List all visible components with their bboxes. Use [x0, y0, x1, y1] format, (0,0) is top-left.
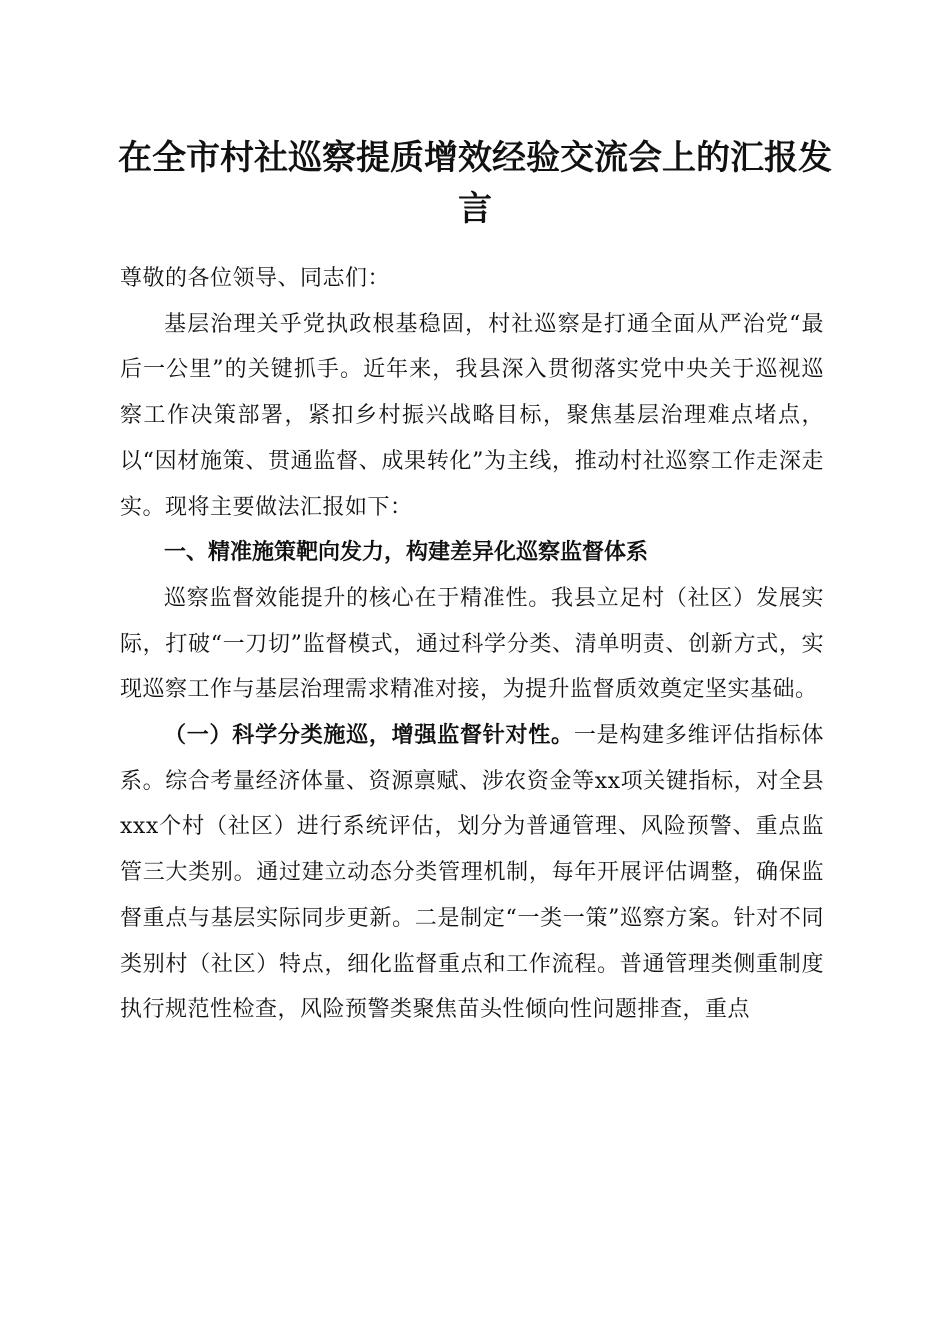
subsection-1-text: 一是构建多维评估指标体系。综合考量经济体量、资源禀赋、涉农资金等xx项关键指标，对全县xxx个村（社区）进行系统评估，划分为普通管理、风险预警、重点监管三大类别。通过建立动态分类管理机制，每年开展评估调整，确保监督重点与基层实际同步更新。二是制定“一类一策”巡察方案。针对不同类别村（社区）特点，细化监督重点和工作流程。普通管理类侧重制度执行规范性检查，风险预警类聚焦苗头性倾向性问题排查，重点	[120, 723, 824, 1023]
document-body	[120, 256, 824, 1033]
section-1-heading: 一、精准施策靶向发力，构建差异化巡察监督体系	[164, 540, 649, 566]
intro-paragraph: 基层治理关乎党执政根基稳固，村社巡察是打通全面从严治党“最后一公里”的关键抓手。近年来，我县深入贯彻落实党中央关于巡视巡察工作决策部署，紧扣乡村振兴战略目标，聚焦基层治理难点堵点，以“因材施策、贯通监督、成果转化”为主线，推动村社巡察工作走深走实。现将主要做法汇报如下：	[120, 311, 824, 520]
document-title: 在全市村社巡察提质增效经验交流会上的汇报发言	[118, 138, 832, 229]
section-1-paragraph: 巡察监督效能提升的核心在于精准性。我县立足村（社区）发展实际，打破“一刀切”监督模式，通过科学分类、清单明责、创新方式，实现巡察工作与基层治理需求精准对接，为提升监督质效奠定坚实基础。	[120, 585, 824, 703]
salutation: 尊敬的各位领导、同志们：	[120, 266, 391, 291]
subsection-1-paragraph	[120, 713, 824, 1033]
subsection-1-lead: （一）科学分类施巡，增强监督针对性。	[164, 722, 574, 749]
